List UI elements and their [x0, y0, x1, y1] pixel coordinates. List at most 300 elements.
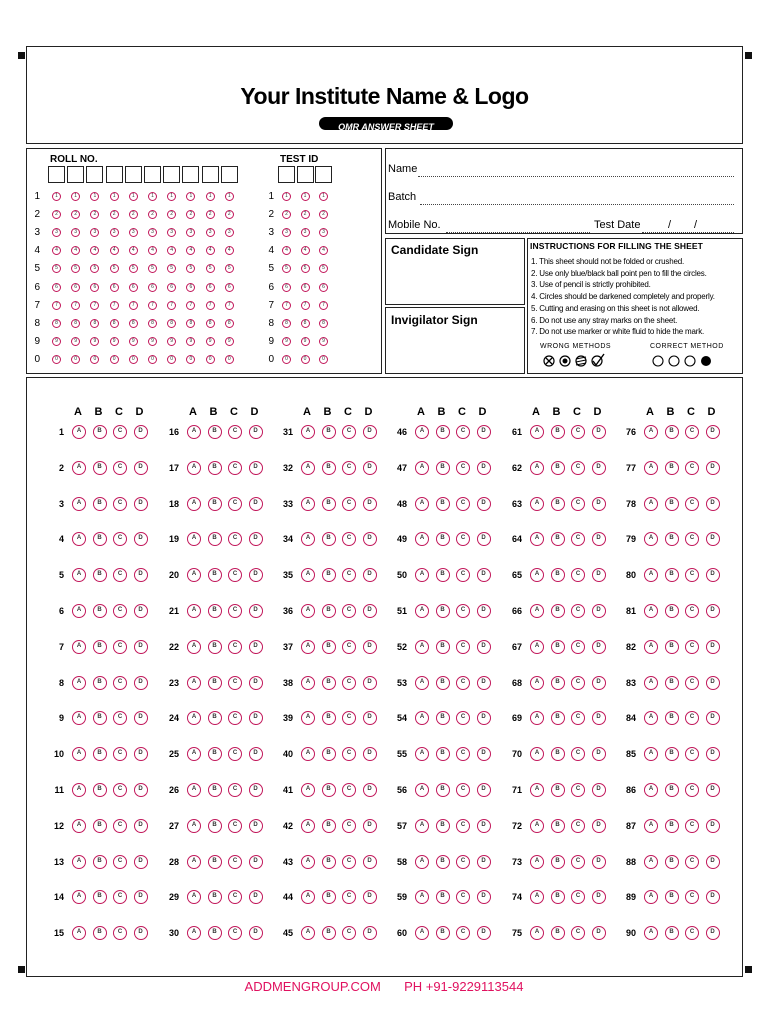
answer-bubble-b[interactable]: B — [551, 568, 565, 582]
roll-bubble[interactable]: 9 — [148, 337, 157, 346]
answer-bubble-b[interactable]: B — [93, 604, 107, 618]
answer-bubble-b[interactable]: B — [436, 676, 450, 690]
answer-bubble-d[interactable]: D — [706, 640, 720, 654]
answer-bubble-c[interactable]: C — [571, 783, 585, 797]
answer-bubble-c[interactable]: C — [685, 926, 699, 940]
answer-bubble-d[interactable]: D — [592, 497, 606, 511]
answer-bubble-a[interactable]: A — [530, 926, 544, 940]
answer-bubble-d[interactable]: D — [477, 819, 491, 833]
answer-bubble-b[interactable]: B — [208, 676, 222, 690]
answer-bubble-d[interactable]: D — [592, 747, 606, 761]
answer-bubble-b[interactable]: B — [665, 640, 679, 654]
test-id-bubble[interactable]: 4 — [319, 246, 328, 255]
test-id-bubble[interactable]: 2 — [301, 210, 310, 219]
answer-bubble-d[interactable]: D — [249, 747, 263, 761]
answer-bubble-b[interactable]: B — [322, 819, 336, 833]
answer-bubble-b[interactable]: B — [551, 890, 565, 904]
roll-bubble[interactable]: 0 — [148, 355, 157, 364]
answer-bubble-a[interactable]: A — [415, 819, 429, 833]
test-id-bubble[interactable]: 1 — [301, 192, 310, 201]
answer-bubble-d[interactable]: D — [477, 890, 491, 904]
roll-bubble[interactable]: 0 — [90, 355, 99, 364]
roll-bubble[interactable]: 2 — [110, 210, 119, 219]
answer-bubble-d[interactable]: D — [477, 711, 491, 725]
answer-bubble-a[interactable]: A — [644, 604, 658, 618]
answer-bubble-a[interactable]: A — [187, 926, 201, 940]
answer-bubble-d[interactable]: D — [592, 711, 606, 725]
roll-bubble[interactable]: 3 — [167, 228, 176, 237]
roll-bubble[interactable]: 5 — [110, 264, 119, 273]
invigilator-sign-box[interactable] — [385, 307, 525, 374]
answer-bubble-a[interactable]: A — [415, 640, 429, 654]
answer-bubble-a[interactable]: A — [644, 568, 658, 582]
answer-bubble-b[interactable]: B — [93, 747, 107, 761]
roll-bubble[interactable]: 9 — [186, 337, 195, 346]
test-id-bubble[interactable]: 6 — [301, 283, 310, 292]
answer-bubble-c[interactable]: C — [228, 640, 242, 654]
answer-bubble-a[interactable]: A — [415, 568, 429, 582]
answer-bubble-a[interactable]: A — [530, 676, 544, 690]
test-id-bubble[interactable]: 6 — [319, 283, 328, 292]
answer-bubble-b[interactable]: B — [665, 461, 679, 475]
test-id-bubble[interactable]: 0 — [282, 355, 291, 364]
roll-bubble[interactable]: 1 — [225, 192, 234, 201]
answer-bubble-d[interactable]: D — [249, 425, 263, 439]
answer-bubble-d[interactable]: D — [363, 926, 377, 940]
roll-bubble[interactable]: 7 — [90, 301, 99, 310]
answer-bubble-d[interactable]: D — [134, 783, 148, 797]
answer-bubble-a[interactable]: A — [301, 855, 315, 869]
answer-bubble-a[interactable]: A — [187, 783, 201, 797]
test-id-bubble[interactable]: 3 — [282, 228, 291, 237]
answer-bubble-b[interactable]: B — [322, 747, 336, 761]
answer-bubble-a[interactable]: A — [644, 855, 658, 869]
roll-bubble[interactable]: 8 — [129, 319, 138, 328]
roll-entry-cell[interactable] — [163, 166, 180, 183]
answer-bubble-d[interactable]: D — [477, 604, 491, 618]
roll-bubble[interactable]: 0 — [129, 355, 138, 364]
answer-bubble-d[interactable]: D — [249, 890, 263, 904]
answer-bubble-b[interactable]: B — [322, 783, 336, 797]
answer-bubble-a[interactable]: A — [644, 425, 658, 439]
roll-bubble[interactable]: 6 — [225, 283, 234, 292]
mobile-line[interactable] — [446, 231, 590, 233]
footer-website[interactable]: ADDMENGROUP.COM — [244, 979, 381, 994]
answer-bubble-c[interactable]: C — [571, 819, 585, 833]
answer-bubble-c[interactable]: C — [456, 783, 470, 797]
answer-bubble-c[interactable]: C — [685, 497, 699, 511]
answer-bubble-d[interactable]: D — [134, 461, 148, 475]
roll-entry-cell[interactable] — [182, 166, 199, 183]
answer-bubble-a[interactable]: A — [530, 711, 544, 725]
answer-bubble-d[interactable]: D — [706, 497, 720, 511]
candidate-sign-box[interactable] — [385, 238, 525, 305]
answer-bubble-c[interactable]: C — [456, 855, 470, 869]
answer-bubble-c[interactable]: C — [342, 747, 356, 761]
roll-bubble[interactable]: 0 — [110, 355, 119, 364]
roll-bubble[interactable]: 8 — [167, 319, 176, 328]
answer-bubble-b[interactable]: B — [436, 497, 450, 511]
answer-bubble-c[interactable]: C — [685, 819, 699, 833]
answer-bubble-a[interactable]: A — [72, 640, 86, 654]
roll-bubble[interactable]: 8 — [90, 319, 99, 328]
answer-bubble-d[interactable]: D — [249, 676, 263, 690]
answer-bubble-a[interactable]: A — [644, 926, 658, 940]
answer-bubble-c[interactable]: C — [113, 532, 127, 546]
answer-bubble-a[interactable]: A — [530, 640, 544, 654]
answer-bubble-c[interactable]: C — [456, 497, 470, 511]
answer-bubble-c[interactable]: C — [113, 890, 127, 904]
answer-bubble-b[interactable]: B — [93, 855, 107, 869]
roll-bubble[interactable]: 8 — [110, 319, 119, 328]
roll-bubble[interactable]: 3 — [186, 228, 195, 237]
roll-bubble[interactable]: 5 — [148, 264, 157, 273]
roll-bubble[interactable]: 7 — [71, 301, 80, 310]
roll-bubble[interactable]: 6 — [71, 283, 80, 292]
answer-bubble-c[interactable]: C — [113, 855, 127, 869]
roll-bubble[interactable]: 4 — [110, 246, 119, 255]
answer-bubble-d[interactable]: D — [706, 890, 720, 904]
answer-bubble-d[interactable]: D — [592, 461, 606, 475]
test-id-bubble[interactable]: 1 — [282, 192, 291, 201]
roll-bubble[interactable]: 6 — [206, 283, 215, 292]
answer-bubble-c[interactable]: C — [571, 676, 585, 690]
answer-bubble-b[interactable]: B — [208, 425, 222, 439]
answer-bubble-d[interactable]: D — [477, 855, 491, 869]
roll-bubble[interactable]: 5 — [225, 264, 234, 273]
answer-bubble-d[interactable]: D — [134, 676, 148, 690]
roll-bubble[interactable]: 7 — [225, 301, 234, 310]
roll-bubble[interactable]: 0 — [225, 355, 234, 364]
answer-bubble-a[interactable]: A — [530, 747, 544, 761]
roll-bubble[interactable]: 8 — [206, 319, 215, 328]
answer-bubble-a[interactable]: A — [187, 890, 201, 904]
answer-bubble-a[interactable]: A — [301, 783, 315, 797]
roll-bubble[interactable]: 1 — [129, 192, 138, 201]
answer-bubble-b[interactable]: B — [93, 711, 107, 725]
answer-bubble-d[interactable]: D — [477, 676, 491, 690]
answer-bubble-d[interactable]: D — [706, 711, 720, 725]
answer-bubble-b[interactable]: B — [551, 425, 565, 439]
roll-bubble[interactable]: 6 — [129, 283, 138, 292]
answer-bubble-d[interactable]: D — [592, 568, 606, 582]
roll-bubble[interactable]: 7 — [129, 301, 138, 310]
answer-bubble-c[interactable]: C — [342, 425, 356, 439]
answer-bubble-c[interactable]: C — [228, 461, 242, 475]
answer-bubble-d[interactable]: D — [477, 461, 491, 475]
answer-bubble-b[interactable]: B — [322, 532, 336, 546]
answer-bubble-c[interactable]: C — [228, 711, 242, 725]
answer-bubble-b[interactable]: B — [93, 425, 107, 439]
answer-bubble-b[interactable]: B — [93, 676, 107, 690]
answer-bubble-b[interactable]: B — [551, 461, 565, 475]
answer-bubble-c[interactable]: C — [342, 461, 356, 475]
answer-bubble-b[interactable]: B — [208, 711, 222, 725]
answer-bubble-c[interactable]: C — [456, 425, 470, 439]
roll-bubble[interactable]: 8 — [71, 319, 80, 328]
answer-bubble-a[interactable]: A — [72, 747, 86, 761]
answer-bubble-c[interactable]: C — [685, 855, 699, 869]
answer-bubble-d[interactable]: D — [477, 568, 491, 582]
answer-bubble-b[interactable]: B — [551, 747, 565, 761]
answer-bubble-a[interactable]: A — [301, 532, 315, 546]
answer-bubble-b[interactable]: B — [436, 425, 450, 439]
answer-bubble-c[interactable]: C — [571, 461, 585, 475]
answer-bubble-d[interactable]: D — [134, 497, 148, 511]
answer-bubble-a[interactable]: A — [187, 604, 201, 618]
answer-bubble-a[interactable]: A — [644, 497, 658, 511]
answer-bubble-b[interactable]: B — [322, 497, 336, 511]
roll-bubble[interactable]: 2 — [186, 210, 195, 219]
answer-bubble-d[interactable]: D — [706, 532, 720, 546]
answer-bubble-d[interactable]: D — [134, 747, 148, 761]
answer-bubble-a[interactable]: A — [72, 926, 86, 940]
test-id-bubble[interactable]: 4 — [301, 246, 310, 255]
answer-bubble-d[interactable]: D — [592, 640, 606, 654]
answer-bubble-d[interactable]: D — [363, 497, 377, 511]
roll-bubble[interactable]: 5 — [129, 264, 138, 273]
answer-bubble-c[interactable]: C — [571, 855, 585, 869]
answer-bubble-b[interactable]: B — [551, 926, 565, 940]
answer-bubble-d[interactable]: D — [249, 604, 263, 618]
answer-bubble-c[interactable]: C — [113, 568, 127, 582]
test-id-entry-cell[interactable] — [315, 166, 332, 183]
answer-bubble-a[interactable]: A — [415, 711, 429, 725]
answer-bubble-b[interactable]: B — [665, 711, 679, 725]
answer-bubble-c[interactable]: C — [571, 890, 585, 904]
roll-bubble[interactable]: 4 — [186, 246, 195, 255]
answer-bubble-b[interactable]: B — [322, 711, 336, 725]
answer-bubble-c[interactable]: C — [685, 747, 699, 761]
answer-bubble-d[interactable]: D — [134, 819, 148, 833]
answer-bubble-a[interactable]: A — [415, 497, 429, 511]
roll-bubble[interactable]: 7 — [52, 301, 61, 310]
answer-bubble-b[interactable]: B — [93, 640, 107, 654]
answer-bubble-a[interactable]: A — [72, 532, 86, 546]
roll-bubble[interactable]: 9 — [129, 337, 138, 346]
answer-bubble-a[interactable]: A — [301, 461, 315, 475]
answer-bubble-b[interactable]: B — [551, 783, 565, 797]
answer-bubble-a[interactable]: A — [187, 461, 201, 475]
answer-bubble-d[interactable]: D — [249, 461, 263, 475]
answer-bubble-a[interactable]: A — [644, 819, 658, 833]
roll-bubble[interactable]: 4 — [148, 246, 157, 255]
answer-bubble-b[interactable]: B — [322, 604, 336, 618]
roll-bubble[interactable]: 6 — [90, 283, 99, 292]
answer-bubble-d[interactable]: D — [706, 747, 720, 761]
answer-bubble-a[interactable]: A — [72, 819, 86, 833]
roll-entry-cell[interactable] — [125, 166, 142, 183]
answer-bubble-a[interactable]: A — [301, 676, 315, 690]
answer-bubble-c[interactable]: C — [228, 855, 242, 869]
test-id-bubble[interactable]: 3 — [301, 228, 310, 237]
answer-bubble-b[interactable]: B — [665, 604, 679, 618]
answer-bubble-a[interactable]: A — [72, 425, 86, 439]
test-id-bubble[interactable]: 8 — [319, 319, 328, 328]
answer-bubble-b[interactable]: B — [665, 890, 679, 904]
answer-bubble-d[interactable]: D — [706, 926, 720, 940]
answer-bubble-a[interactable]: A — [301, 604, 315, 618]
answer-bubble-b[interactable]: B — [665, 747, 679, 761]
answer-bubble-d[interactable]: D — [134, 926, 148, 940]
roll-bubble[interactable]: 3 — [52, 228, 61, 237]
answer-bubble-d[interactable]: D — [592, 425, 606, 439]
answer-bubble-a[interactable]: A — [530, 819, 544, 833]
answer-bubble-d[interactable]: D — [249, 497, 263, 511]
test-id-bubble[interactable]: 9 — [282, 337, 291, 346]
answer-bubble-d[interactable]: D — [134, 640, 148, 654]
answer-bubble-b[interactable]: B — [665, 783, 679, 797]
test-id-bubble[interactable]: 5 — [282, 264, 291, 273]
answer-bubble-b[interactable]: B — [93, 532, 107, 546]
answer-bubble-c[interactable]: C — [456, 461, 470, 475]
answer-bubble-d[interactable]: D — [363, 890, 377, 904]
answer-bubble-c[interactable]: C — [456, 532, 470, 546]
roll-bubble[interactable]: 8 — [225, 319, 234, 328]
answer-bubble-b[interactable]: B — [436, 461, 450, 475]
answer-bubble-d[interactable]: D — [249, 640, 263, 654]
answer-bubble-c[interactable]: C — [113, 604, 127, 618]
answer-bubble-c[interactable]: C — [685, 783, 699, 797]
answer-bubble-d[interactable]: D — [477, 532, 491, 546]
answer-bubble-b[interactable]: B — [208, 461, 222, 475]
answer-bubble-c[interactable]: C — [342, 783, 356, 797]
roll-bubble[interactable]: 1 — [206, 192, 215, 201]
answer-bubble-c[interactable]: C — [456, 604, 470, 618]
answer-bubble-b[interactable]: B — [665, 425, 679, 439]
roll-bubble[interactable]: 6 — [186, 283, 195, 292]
answer-bubble-c[interactable]: C — [456, 819, 470, 833]
answer-bubble-a[interactable]: A — [415, 747, 429, 761]
answer-bubble-a[interactable]: A — [530, 497, 544, 511]
answer-bubble-d[interactable]: D — [477, 497, 491, 511]
answer-bubble-c[interactable]: C — [685, 676, 699, 690]
test-id-bubble[interactable]: 8 — [282, 319, 291, 328]
answer-bubble-a[interactable]: A — [644, 676, 658, 690]
test-id-bubble[interactable]: 8 — [301, 319, 310, 328]
answer-bubble-b[interactable]: B — [208, 640, 222, 654]
answer-bubble-b[interactable]: B — [322, 855, 336, 869]
answer-bubble-a[interactable]: A — [72, 604, 86, 618]
answer-bubble-c[interactable]: C — [113, 461, 127, 475]
roll-bubble[interactable]: 7 — [186, 301, 195, 310]
roll-bubble[interactable]: 6 — [52, 283, 61, 292]
answer-bubble-c[interactable]: C — [685, 890, 699, 904]
answer-bubble-a[interactable]: A — [187, 640, 201, 654]
name-line[interactable] — [418, 175, 734, 177]
answer-bubble-d[interactable]: D — [134, 711, 148, 725]
answer-bubble-a[interactable]: A — [530, 604, 544, 618]
answer-bubble-a[interactable]: A — [72, 676, 86, 690]
answer-bubble-b[interactable]: B — [665, 676, 679, 690]
roll-bubble[interactable]: 5 — [71, 264, 80, 273]
answer-bubble-a[interactable]: A — [415, 783, 429, 797]
answer-bubble-a[interactable]: A — [187, 819, 201, 833]
roll-bubble[interactable]: 4 — [206, 246, 215, 255]
answer-bubble-a[interactable]: A — [72, 568, 86, 582]
answer-bubble-d[interactable]: D — [363, 855, 377, 869]
answer-bubble-a[interactable]: A — [301, 425, 315, 439]
answer-bubble-b[interactable]: B — [93, 783, 107, 797]
answer-bubble-c[interactable]: C — [228, 604, 242, 618]
answer-bubble-b[interactable]: B — [665, 532, 679, 546]
roll-bubble[interactable]: 7 — [167, 301, 176, 310]
answer-bubble-c[interactable]: C — [342, 926, 356, 940]
answer-bubble-d[interactable]: D — [592, 819, 606, 833]
answer-bubble-c[interactable]: C — [228, 890, 242, 904]
roll-bubble[interactable]: 2 — [225, 210, 234, 219]
roll-bubble[interactable]: 9 — [90, 337, 99, 346]
roll-bubble[interactable]: 4 — [90, 246, 99, 255]
answer-bubble-d[interactable]: D — [592, 676, 606, 690]
answer-bubble-d[interactable]: D — [134, 532, 148, 546]
answer-bubble-a[interactable]: A — [301, 890, 315, 904]
roll-bubble[interactable]: 4 — [167, 246, 176, 255]
answer-bubble-c[interactable]: C — [228, 747, 242, 761]
answer-bubble-d[interactable]: D — [706, 855, 720, 869]
answer-bubble-b[interactable]: B — [436, 532, 450, 546]
answer-bubble-a[interactable]: A — [187, 425, 201, 439]
answer-bubble-b[interactable]: B — [208, 604, 222, 618]
answer-bubble-b[interactable]: B — [208, 497, 222, 511]
answer-bubble-d[interactable]: D — [134, 890, 148, 904]
answer-bubble-a[interactable]: A — [187, 855, 201, 869]
answer-bubble-c[interactable]: C — [571, 711, 585, 725]
answer-bubble-d[interactable]: D — [363, 819, 377, 833]
roll-bubble[interactable]: 4 — [52, 246, 61, 255]
answer-bubble-c[interactable]: C — [342, 855, 356, 869]
answer-bubble-c[interactable]: C — [456, 676, 470, 690]
answer-bubble-c[interactable]: C — [685, 604, 699, 618]
answer-bubble-a[interactable]: A — [530, 425, 544, 439]
answer-bubble-c[interactable]: C — [456, 926, 470, 940]
answer-bubble-a[interactable]: A — [301, 711, 315, 725]
roll-bubble[interactable]: 3 — [225, 228, 234, 237]
answer-bubble-b[interactable]: B — [322, 640, 336, 654]
answer-bubble-d[interactable]: D — [249, 783, 263, 797]
answer-bubble-c[interactable]: C — [342, 890, 356, 904]
answer-bubble-d[interactable]: D — [477, 926, 491, 940]
answer-bubble-b[interactable]: B — [551, 855, 565, 869]
answer-bubble-d[interactable]: D — [592, 604, 606, 618]
answer-bubble-c[interactable]: C — [456, 747, 470, 761]
answer-bubble-a[interactable]: A — [415, 855, 429, 869]
answer-bubble-a[interactable]: A — [187, 747, 201, 761]
answer-bubble-a[interactable]: A — [72, 855, 86, 869]
answer-bubble-a[interactable]: A — [187, 497, 201, 511]
answer-bubble-a[interactable]: A — [187, 711, 201, 725]
roll-bubble[interactable]: 4 — [129, 246, 138, 255]
answer-bubble-d[interactable]: D — [134, 855, 148, 869]
answer-bubble-a[interactable]: A — [644, 783, 658, 797]
answer-bubble-c[interactable]: C — [228, 425, 242, 439]
answer-bubble-c[interactable]: C — [685, 640, 699, 654]
answer-bubble-c[interactable]: C — [685, 532, 699, 546]
roll-entry-cell[interactable] — [221, 166, 238, 183]
answer-bubble-c[interactable]: C — [113, 497, 127, 511]
answer-bubble-d[interactable]: D — [706, 604, 720, 618]
answer-bubble-a[interactable]: A — [187, 568, 201, 582]
answer-bubble-a[interactable]: A — [644, 711, 658, 725]
test-id-bubble[interactable]: 0 — [301, 355, 310, 364]
roll-bubble[interactable]: 9 — [110, 337, 119, 346]
test-id-bubble[interactable]: 7 — [301, 301, 310, 310]
answer-bubble-d[interactable]: D — [363, 532, 377, 546]
roll-bubble[interactable]: 2 — [71, 210, 80, 219]
answer-bubble-a[interactable]: A — [301, 497, 315, 511]
test-id-bubble[interactable]: 4 — [282, 246, 291, 255]
roll-bubble[interactable]: 0 — [71, 355, 80, 364]
